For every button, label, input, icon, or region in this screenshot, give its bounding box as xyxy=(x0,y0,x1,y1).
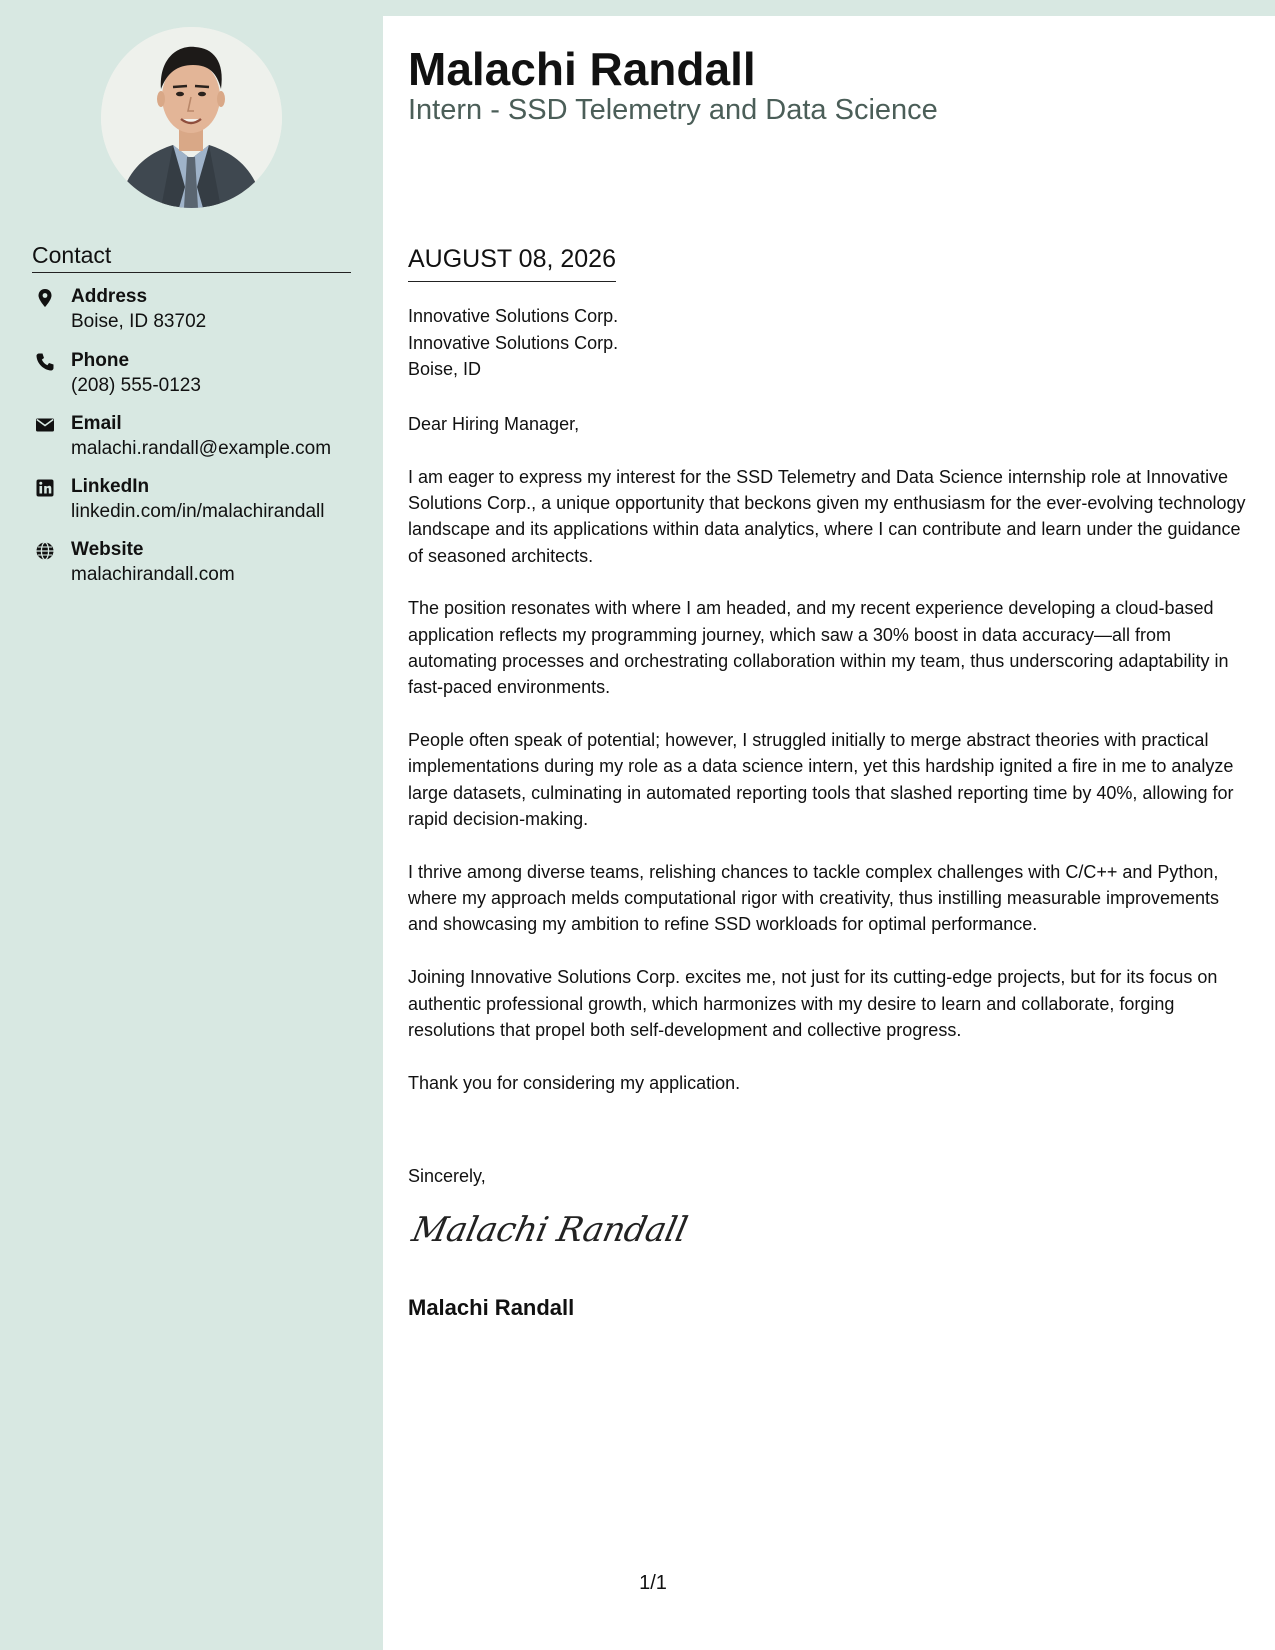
linkedin-label: LinkedIn xyxy=(71,476,150,497)
address-value: Boise, ID 83702 xyxy=(71,311,207,332)
website-value[interactable]: malachirandall.com xyxy=(71,564,235,585)
body-paragraph: I thrive among diverse teams, relishing chances to tackle complex challenges with C/C++ and Python, where my approach melds computational rigor with creativity, thus instilling measurable improvements and showcasing my ambition to refine SSD workloads for optimal performance. xyxy=(408,861,1220,935)
body-paragraph: The position resonates with where I am headed, and my recent experience developing a cloud-based application reflects my programming journey, which saw a 30% boost in data accuracy—all from automating processes and orchestrating collaboration within my team, thus underscoring adaptability in fast-paced environments. xyxy=(408,598,1229,698)
location-pin-icon xyxy=(35,288,55,308)
salutation: Dear Hiring Manager, xyxy=(408,414,580,434)
contact-item-address xyxy=(32,285,372,337)
letter-main xyxy=(383,16,1275,1650)
email-label: Email xyxy=(71,413,122,434)
body-paragraph: Thank you for considering my application. xyxy=(408,1072,741,1093)
contact-heading: Contact xyxy=(32,240,351,273)
website-label: Website xyxy=(71,539,144,560)
page-number: 1/1 xyxy=(639,1572,667,1594)
signer-name: Malachi Randall xyxy=(408,1295,575,1320)
recipient-line: Innovative Solutions Corp. xyxy=(408,306,619,326)
contact-item-website xyxy=(32,538,372,590)
letter-date: AUGUST 08, 2026 xyxy=(408,243,616,282)
recipient-block xyxy=(408,303,618,383)
phone-value: (208) 555-0123 xyxy=(71,375,201,396)
body-paragraph: Joining Innovative Solutions Corp. excites me, not just for its cutting-edge projects, but for its focus on authentic professional growth, which harmonizes with my desire to learn and collaborate, forging resolutions that propel both self-development and collective progress. xyxy=(408,967,1218,1040)
contact-item-phone xyxy=(32,349,372,401)
profile-photo-image xyxy=(101,27,282,208)
phone-label: Phone xyxy=(71,350,130,371)
linkedin-value[interactable]: linkedin.com/in/malachirandall xyxy=(71,501,325,522)
body-paragraph: I am eager to express my interest for the SSD Telemetry and Data Science internship role at Innovative Solutions Corp., a unique opportunity that beckons given my enthusiasm for the ever-evolving technology landscape and its applications within data analytics, where I can contribute and learn under the guidance of seasoned architects. xyxy=(408,466,1246,566)
profile-photo xyxy=(101,27,282,208)
job-title: Intern - SSD Telemetry and Data Science xyxy=(408,94,938,126)
linkedin-icon xyxy=(35,478,55,498)
handwritten-signature: Malachi Randall xyxy=(408,1210,691,1250)
envelope-icon xyxy=(35,415,55,435)
address-label: Address xyxy=(71,286,148,307)
recipient-line: Boise, ID xyxy=(408,359,482,379)
phone-icon xyxy=(35,352,55,372)
applicant-name: Malachi Randall xyxy=(408,43,756,95)
closing: Sincerely, xyxy=(408,1166,486,1186)
sidebar xyxy=(0,0,383,1650)
recipient-line: Innovative Solutions Corp. xyxy=(408,332,619,353)
contact-item-linkedin xyxy=(32,475,372,527)
contact-item-email xyxy=(32,412,372,464)
letter-body xyxy=(408,411,1248,1122)
body-paragraph: People often speak of potential; however, I struggled initially to merge abstract theories with practical implementations during my role as a data science intern, yet this hardship ignited a fire in me to analyze large datasets, culminating in automated reporting tools that slashed reporting time by 40%, allowing for rapid decision-making. xyxy=(408,730,1234,830)
globe-icon xyxy=(35,541,55,561)
email-value[interactable]: malachi.randall@example.com xyxy=(71,438,332,459)
